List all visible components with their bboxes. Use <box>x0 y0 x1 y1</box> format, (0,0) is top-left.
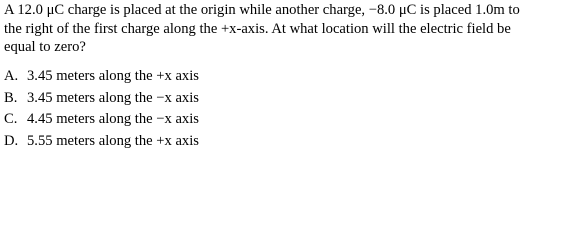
option-letter: C. <box>4 111 18 127</box>
option-c[interactable] <box>4 109 199 131</box>
option-d[interactable] <box>4 131 199 153</box>
question-text <box>4 1 580 57</box>
question-line: A 12.0 μC charge is placed at the origin while another charge, −8.0 μC is placed 1.0m to <box>4 2 520 18</box>
option-text: 4.45 meters along the −x axis <box>27 111 199 127</box>
option-letter: D. <box>4 132 19 149</box>
option-letter: A. <box>4 68 19 84</box>
question-line: equal to zero? <box>4 39 86 55</box>
option-text: 3.45 meters along the +x axis <box>27 68 199 84</box>
question-line: the right of the first charge along the +x-axis. At what location will the electric field be <box>4 20 511 37</box>
option-letter: B. <box>4 89 18 106</box>
option-text: 5.55 meters along the +x axis <box>27 132 199 149</box>
option-text: 3.45 meters along the −x axis <box>27 89 199 106</box>
answer-options <box>4 66 199 152</box>
option-b[interactable] <box>4 88 199 110</box>
option-a[interactable] <box>4 66 199 88</box>
